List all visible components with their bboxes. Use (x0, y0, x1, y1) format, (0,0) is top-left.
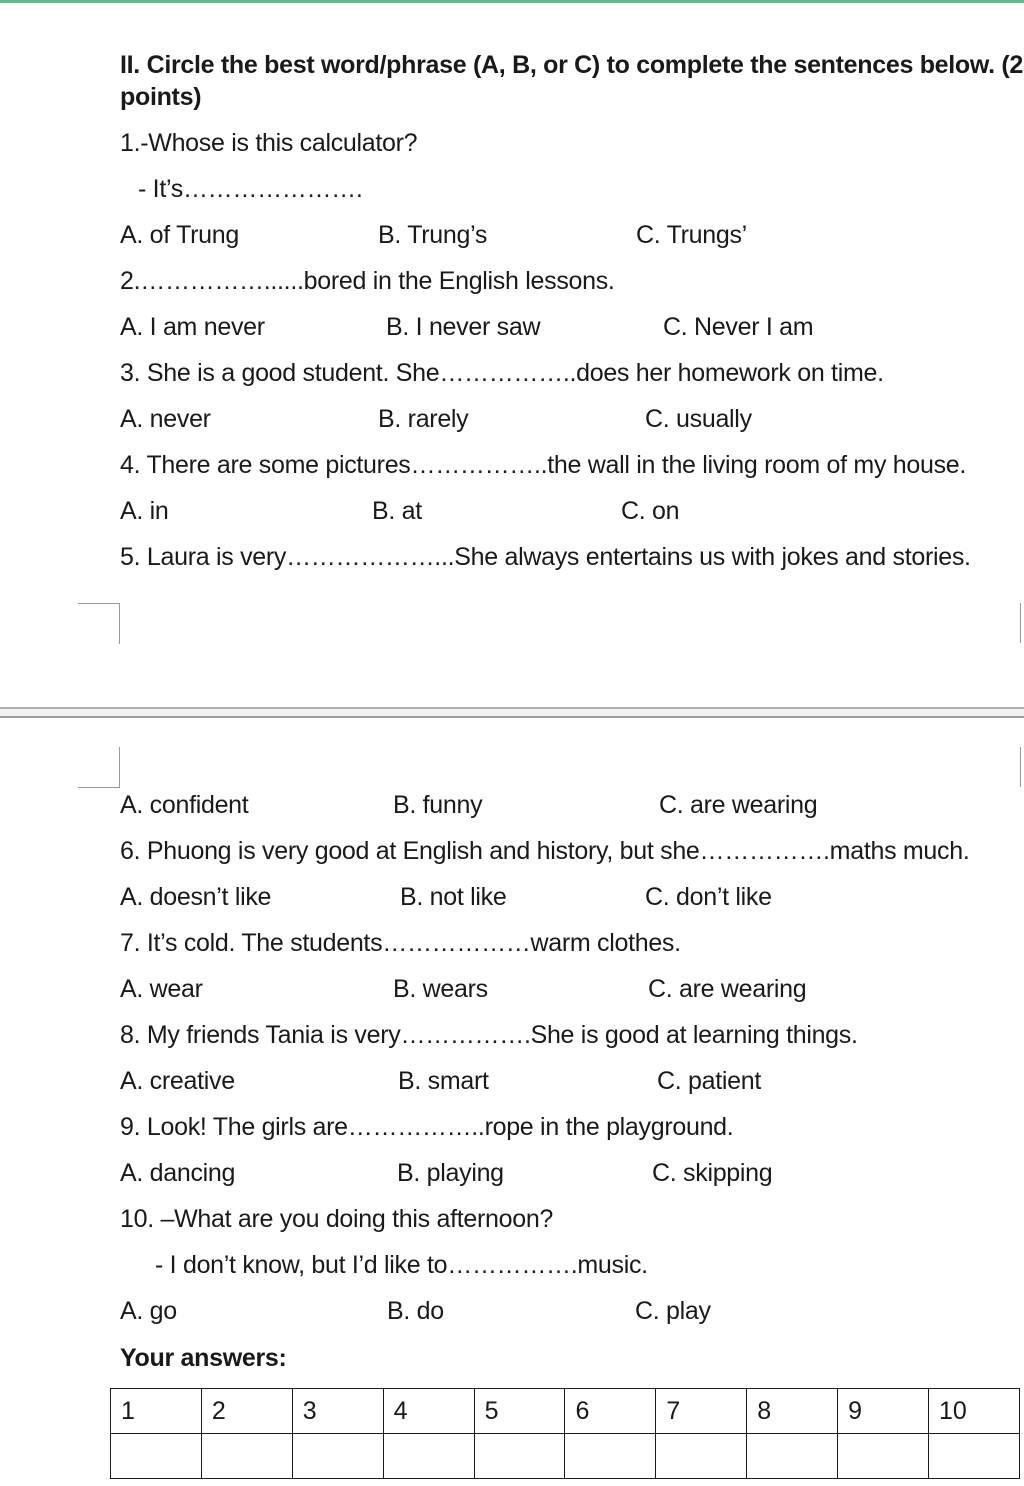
q9-option-b[interactable]: B. playing (397, 1159, 504, 1187)
question-5-stem: 5. Laura is very………………...She always entertains us with jokes and stories. (120, 543, 971, 571)
crop-mark-bottom-right (1020, 747, 1024, 787)
crop-mark-top-left (78, 603, 120, 644)
answer-header-7: 7 (656, 1389, 747, 1434)
q4-option-a[interactable]: A. in (120, 497, 169, 525)
question-1-stem: 1.-Whose is this calculator? (120, 129, 418, 157)
q10-option-b[interactable]: B. do (387, 1297, 444, 1325)
answer-cell-3[interactable] (292, 1434, 383, 1479)
question-4-stem: 4. There are some pictures……………..the wall in the living room of my house. (120, 451, 967, 479)
answer-header-5: 5 (474, 1389, 565, 1434)
question-3-stem: 3. She is a good student. She……………..does her homework on time. (120, 359, 884, 387)
q7-option-c[interactable]: C. are wearing (648, 975, 807, 1003)
answer-header-4: 4 (383, 1389, 474, 1434)
answer-header-10: 10 (929, 1389, 1020, 1434)
answers-label: Your answers: (120, 1344, 287, 1372)
answer-cell-7[interactable] (656, 1434, 747, 1479)
answer-header-8: 8 (747, 1389, 838, 1434)
answers-header-row (111, 1389, 1020, 1434)
q7-option-b[interactable]: B. wears (393, 975, 488, 1003)
answer-header-2: 2 (201, 1389, 292, 1434)
q1-option-c[interactable]: C. Trungs’ (636, 221, 747, 249)
answer-cell-9[interactable] (838, 1434, 929, 1479)
answer-header-9: 9 (838, 1389, 929, 1434)
answer-cell-5[interactable] (474, 1434, 565, 1479)
q2-option-a[interactable]: A. I am never (120, 313, 265, 341)
q1-option-b[interactable]: B. Trung’s (378, 221, 488, 249)
answer-header-3: 3 (292, 1389, 383, 1434)
q4-option-b[interactable]: B. at (372, 497, 422, 525)
q6-option-a[interactable]: A. doesn’t like (120, 883, 272, 911)
q10-option-a[interactable]: A. go (120, 1297, 177, 1325)
q2-option-b[interactable]: B. I never saw (386, 313, 541, 341)
q7-option-a[interactable]: A. wear (120, 975, 203, 1003)
q8-option-c[interactable]: C. patient (657, 1067, 762, 1095)
top-border-line (0, 0, 1024, 3)
section-heading-line2: points) (120, 83, 202, 111)
q3-option-a[interactable]: A. never (120, 405, 211, 433)
q6-option-c[interactable]: C. don’t like (645, 883, 772, 911)
question-10-response: - I don’t know, but I’d like to…………….music. (155, 1251, 648, 1279)
answer-cell-2[interactable] (201, 1434, 292, 1479)
answer-cell-10[interactable] (929, 1434, 1020, 1479)
page-separator-gap (0, 709, 1024, 716)
q9-option-a[interactable]: A. dancing (120, 1159, 236, 1187)
answer-cell-1[interactable] (111, 1434, 202, 1479)
answers-table (110, 1388, 1020, 1479)
crop-mark-top-right (1020, 603, 1024, 643)
q5-option-a[interactable]: A. confident (120, 791, 249, 819)
answer-header-6: 6 (565, 1389, 656, 1434)
answers-input-row (111, 1434, 1020, 1479)
section-heading-line1: II. Circle the best word/phrase (A, B, or C) to complete the sentences below. (2 (120, 51, 1024, 79)
answer-cell-4[interactable] (383, 1434, 474, 1479)
question-6-stem: 6. Phuong is very good at English and history, but she…………….maths much. (120, 837, 970, 865)
q5-option-b[interactable]: B. funny (393, 791, 483, 819)
question-2-stem: 2.……………......bored in the English lessons. (120, 267, 615, 295)
q9-option-c[interactable]: C. skipping (652, 1159, 773, 1187)
question-10-stem: 10. –What are you doing this afternoon? (120, 1205, 554, 1233)
answer-cell-6[interactable] (565, 1434, 656, 1479)
question-9-stem: 9. Look! The girls are……………..rope in the playground. (120, 1113, 734, 1141)
q10-option-c[interactable]: C. play (635, 1297, 711, 1325)
q3-option-c[interactable]: C. usually (645, 405, 752, 433)
question-8-stem: 8. My friends Tania is very…………….She is good at learning things. (120, 1021, 858, 1049)
q1-option-a[interactable]: A. of Trung (120, 221, 239, 249)
q2-option-c[interactable]: C. Never I am (663, 313, 814, 341)
page-separator-lower (0, 716, 1024, 718)
q4-option-c[interactable]: C. on (621, 497, 680, 525)
q8-option-a[interactable]: A. creative (120, 1067, 235, 1095)
answer-cell-8[interactable] (747, 1434, 838, 1479)
crop-mark-bottom-left (78, 747, 120, 788)
q5-option-c[interactable]: C. are wearing (659, 791, 818, 819)
question-7-stem: 7. It’s cold. The students………………warm clothes. (120, 929, 681, 957)
q8-option-b[interactable]: B. smart (398, 1067, 489, 1095)
q6-option-b[interactable]: B. not like (400, 883, 507, 911)
q3-option-b[interactable]: B. rarely (378, 405, 469, 433)
question-1-response: - It’s…………………. (138, 175, 363, 203)
answer-header-1: 1 (111, 1389, 202, 1434)
